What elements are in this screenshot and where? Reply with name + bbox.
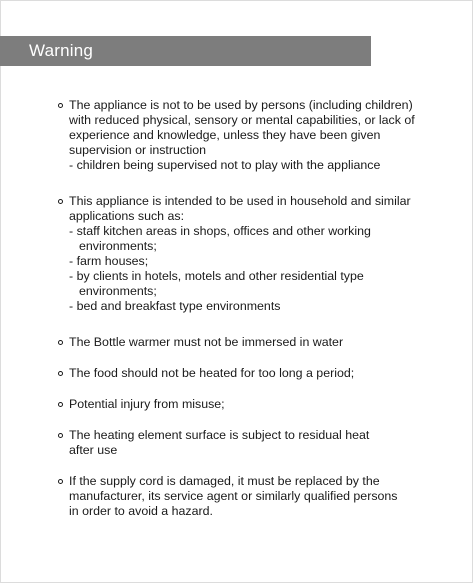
bullet-icon	[58, 199, 63, 204]
bullet-icon	[58, 433, 63, 438]
warning-title: Warning	[29, 41, 94, 60]
item-line: applications such as:	[69, 209, 185, 223]
item-line: Potential injury from misuse;	[69, 397, 225, 411]
item-line: with reduced physical, sensory or mental capabilities, or lack of	[69, 113, 415, 127]
bullet-icon	[58, 479, 63, 484]
item-line: supervision or instruction	[69, 143, 207, 157]
bullet-icon	[58, 371, 63, 376]
warning-item-immersed	[58, 335, 343, 350]
item-line: If the supply cord is damaged, it must be replaced by the	[69, 474, 380, 488]
item-line: - by clients in hotels, motels and other residential type	[69, 269, 364, 283]
item-line: The Bottle warmer must not be immersed in water	[69, 335, 344, 349]
item-line: environments;	[79, 284, 157, 298]
item-line: The food should not be heated for too long a period;	[69, 366, 355, 380]
warning-item-heating-period	[58, 366, 354, 381]
item-line: after use	[69, 443, 118, 457]
item-line: - children being supervised not to play with the appliance	[69, 158, 381, 172]
item-line: - bed and breakfast type environments	[69, 299, 281, 313]
item-line: manufacturer, its service agent or similarly qualified persons	[69, 489, 398, 503]
bullet-icon	[58, 402, 63, 407]
item-line: - farm houses;	[69, 254, 149, 268]
item-line: This appliance is intended to be used in household and similar	[69, 194, 411, 208]
item-line: - staff kitchen areas in shops, offices and other working	[69, 224, 371, 238]
item-line: environments;	[79, 239, 157, 253]
warning-banner	[0, 36, 371, 66]
warning-item-supply-cord	[58, 474, 398, 519]
bullet-icon	[58, 103, 63, 108]
warning-item-household	[58, 194, 411, 314]
item-line: The appliance is not to be used by persons (including children)	[69, 98, 413, 112]
warning-item-persons	[58, 98, 415, 173]
item-line: in order to avoid a hazard.	[69, 504, 213, 518]
warning-item-misuse	[58, 397, 225, 412]
bullet-icon	[58, 340, 63, 345]
warning-item-residual-heat	[58, 428, 369, 458]
item-line: The heating element surface is subject to residual heat	[69, 428, 370, 442]
item-line: experience and knowledge, unless they have been given	[69, 128, 381, 142]
